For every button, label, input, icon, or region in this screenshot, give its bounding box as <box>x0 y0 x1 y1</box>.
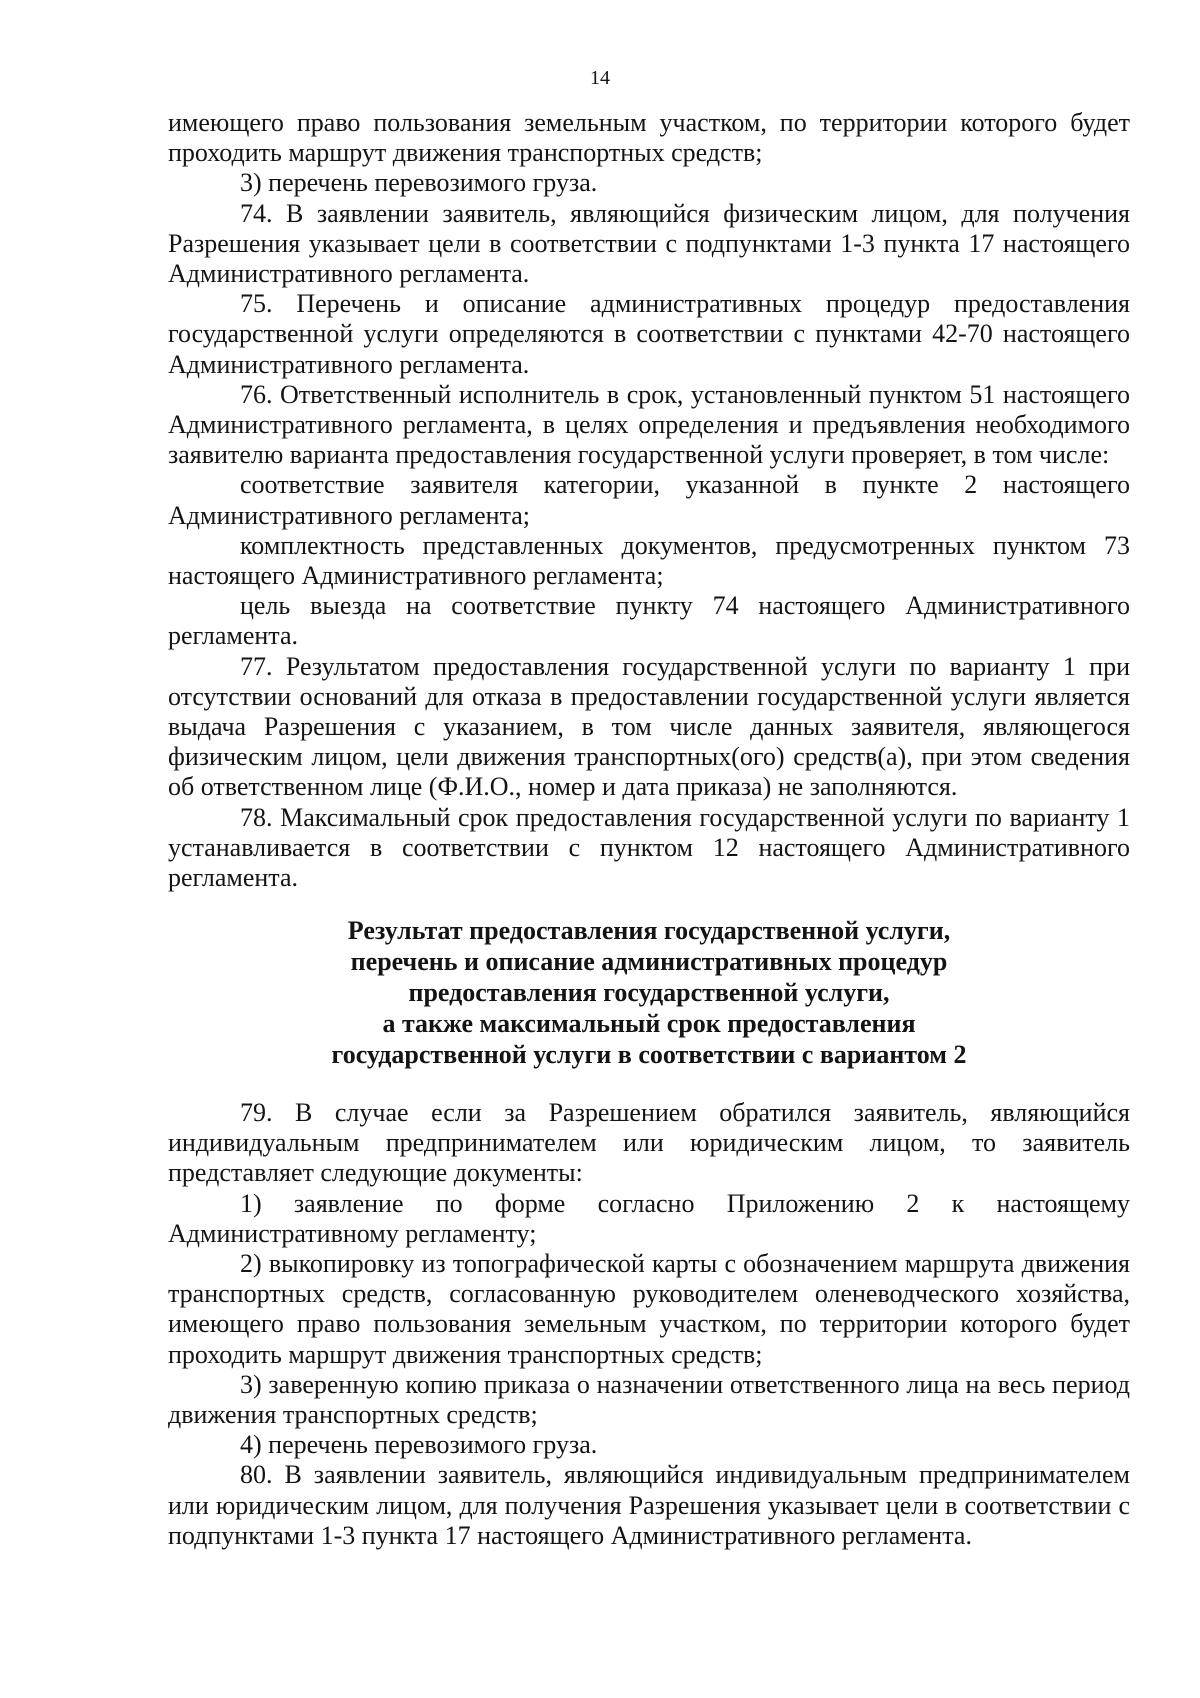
paragraph-77: 77. Результатом предоставления государственной услуги по варианту 1 при отсутствии оснований для отказа в предоставлении государственной услуги является выдача Разрешения с указанием, в том числе данных заявителя, являющегося физическим лицом, цели движения транспортных(ого) средств(а), при этом сведения об ответственном лице (Ф.И.О., номер и дата приказа) не заполняются. <box>168 651 1130 802</box>
paragraph-75: 75. Перечень и описание административных процедур предоставления государственной услуги определяются в соответствии с пунктами 42-70 настоящего Административного регламента. <box>168 289 1130 379</box>
paragraph: 3) перечень перевозимого груза. <box>240 168 598 198</box>
body-section-1 <box>168 108 1130 893</box>
paragraph: 3) заверенную копию приказа о назначении ответственного лица на весь период движения транспортных средств; <box>168 1369 1130 1430</box>
paragraph-78: 78. Максимальный срок предоставления государственной услуги по варианту 1 устанавливается в соответствии с пунктом 12 настоящего Административного регламента. <box>168 802 1130 893</box>
paragraph-80: 80. В заявлении заявитель, являющийся индивидуальным предпринимателем или юридическим лицом, для получения Разрешения указывает цели в соответствии с подпунктами 1-3 пункта 17 настоящего Административного регламента. <box>168 1460 1130 1550</box>
paragraph: цель выезда на соответствие пункту 74 настоящего Административного регламента. <box>168 591 1130 651</box>
paragraph: соответствие заявителя категории, указанной в пункте 2 настоящего Административного регламента; <box>168 470 1130 530</box>
heading-line: предоставления государственной услуги, <box>408 978 890 1007</box>
heading-line: Результат предоставления государственной услуги, <box>347 916 951 945</box>
heading-line: государственной услуги в соответствии с вариантом 2 <box>331 1040 967 1069</box>
paragraph: 1) заявление по форме согласно Приложению 2 к настоящему Административному регламенту; <box>168 1188 1130 1248</box>
page-number: 14 <box>590 67 610 89</box>
paragraph-continuation: имеющего право пользования земельным участком, по территории которого будет проходить маршрут движения транспортных средств; <box>168 108 1130 168</box>
body-section-2 <box>168 1098 1130 1551</box>
paragraph-74: 74. В заявлении заявитель, являющийся физическим лицом, для получения Разрешения указывает цели в соответствии с подпунктами 1-3 пункта 17 настоящего Административного регламента. <box>168 198 1130 289</box>
heading-line: перечень и описание административных процедур <box>350 947 948 976</box>
paragraph: 2) выкопировку из топографической карты с обозначением маршрута движения транспортных средств, согласованную руководителем оленеводческого хозяйства, имеющего право пользования земельным участком, по территории которого будет проходить маршрут движения транспортных средств; <box>168 1249 1130 1369</box>
section-heading <box>168 915 1130 1070</box>
paragraph-76: 76. Ответственный исполнитель в срок, установленный пунктом 51 настоящего Административного регламента, в целях определения и предъявления необходимого заявителю варианта предоставления государственной услуги проверяет, в том числе: <box>168 379 1130 470</box>
paragraph: комплектность представленных документов, предусмотренных пунктом 73 настоящего Административного регламента; <box>168 530 1130 591</box>
paragraph-79: 79. В случае если за Разрешением обратился заявитель, являющийся индивидуальным предпринимателем или юридическим лицом, то заявитель представляет следующие документы: <box>168 1098 1130 1188</box>
paragraph: 4) перечень перевозимого груза. <box>240 1430 598 1460</box>
heading-line: а также максимальный срок предоставления <box>382 1009 916 1038</box>
